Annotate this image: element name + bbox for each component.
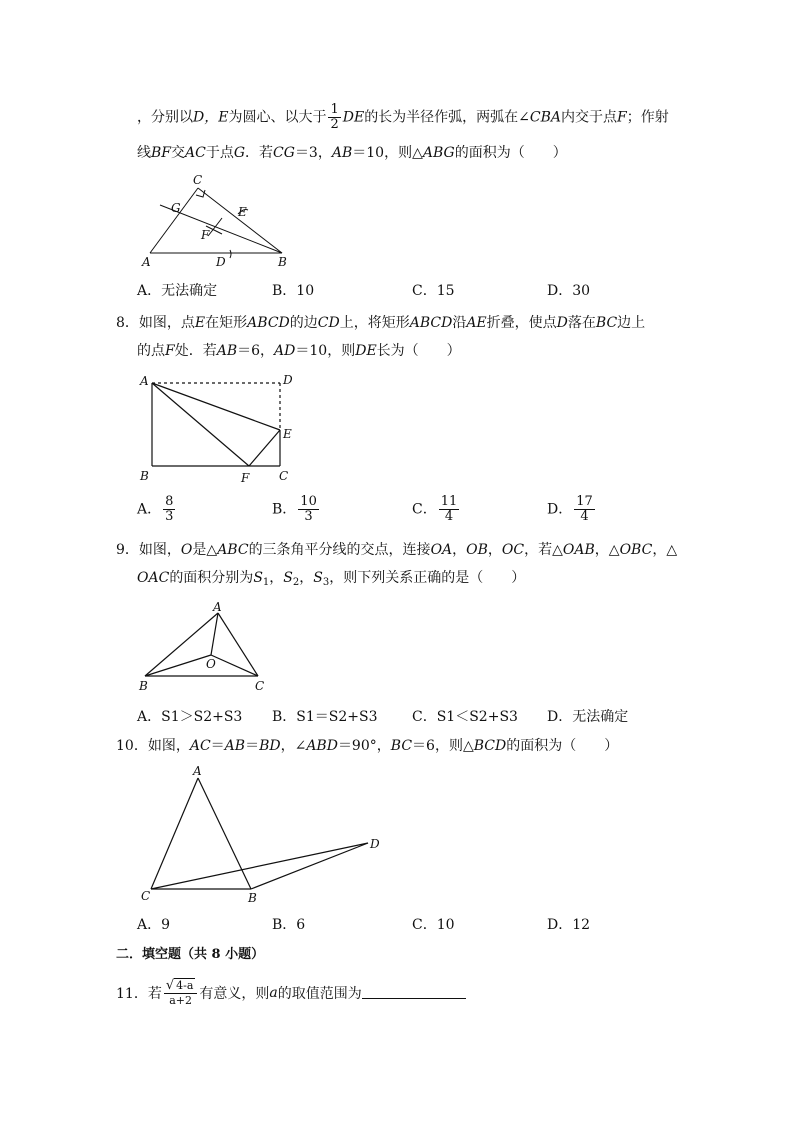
segment-BD	[251, 843, 368, 889]
segment-AC	[151, 778, 198, 889]
section-heading: 二．填空题（共 8 小题）	[116, 947, 265, 962]
label-D: D	[370, 837, 380, 851]
label-B: B	[278, 255, 287, 269]
label-B: B	[140, 469, 149, 483]
label-D: D	[283, 373, 293, 387]
q9-option-c: C．S1＜S2+S3	[412, 709, 518, 725]
q8-option-c: C． $\frac{11}{4}$	[412, 494, 458, 524]
q9-option-d: D．无法确定	[547, 709, 629, 725]
label-E: E	[238, 205, 247, 219]
q11-text: 11．若 $\frac{√ 4-a}{a+2}$ 有意义，则a的取值范围为	[116, 978, 466, 1008]
label-B: B	[248, 891, 257, 905]
answer-blank[interactable]	[362, 984, 466, 999]
segment-AB	[198, 778, 251, 889]
q10-option-b: B．6	[272, 917, 306, 933]
q10-text-line1: 10．如图，AC＝AB＝BD，∠ABD＝90°，BC＝6，则△BCD的面积为（ ）	[116, 738, 619, 754]
q9-option-a: A．S1＞S2+S3	[137, 709, 243, 725]
q7-text-line1: ，分别以D，E为圆心、以大于 $\frac{1}{2}$ DE的长为半径作弧，两弧在∠CBA内交于点F；作射	[137, 102, 669, 132]
fraction-one-half: $\frac{1}{2}$	[330, 102, 339, 132]
q8-text-line2: 的点F处．若AB＝6，AD＝10，则DE长为（ ）	[137, 343, 461, 359]
q7-option-b: B．10	[272, 283, 315, 299]
label-A: A	[213, 600, 222, 614]
q8-text-line1: 8．如图，点E在矩形ABCD的边CD上，将矩形ABCD沿AE折叠，使点D落在BC边上	[116, 315, 646, 331]
label-F: F	[241, 471, 250, 485]
label-O: O	[206, 657, 216, 671]
label-G: G	[171, 201, 181, 215]
label-E: E	[283, 427, 292, 441]
q9-text-line2: OAC的面积分别为$S_1$，$S_2$，$S_3$，则下列关系正确的是（ ）	[137, 570, 526, 588]
q9-text-line1: 9．如图，O是△ABC的三条角平分线的交点，连接OA，OB，OC，若△OAB，△OBC，△	[116, 542, 678, 558]
q7-text-line2: 线BF交AC于点G．若CG＝3，AB＝10，则△ABG的面积为（ ）	[137, 145, 567, 161]
label-B: B	[139, 679, 148, 693]
q7-option-d: D．30	[547, 283, 591, 299]
q11-fraction: $\frac{√ 4-a}{a+2}$	[164, 978, 198, 1008]
q10-option-c: C．10	[412, 917, 455, 933]
label-C: C	[255, 679, 265, 693]
sqrt-icon: √	[165, 978, 175, 993]
q8-option-d: D． $\frac{17}{4}$	[547, 494, 593, 524]
label-A: A	[140, 374, 149, 388]
label-F: F	[201, 228, 210, 242]
label-A: A	[193, 764, 202, 778]
q8-option-a: A． $\frac{8}{3}$	[137, 494, 174, 524]
segment-CD	[151, 843, 368, 889]
label-C: C	[193, 173, 203, 187]
label-D: D	[216, 255, 226, 269]
label-C: C	[141, 889, 151, 903]
label-A: A	[142, 255, 151, 269]
q7-option-a: A．无法确定	[137, 283, 218, 299]
q8-option-b: B． $\frac{10}{3}$	[272, 494, 317, 524]
q7-option-c: C．15	[412, 283, 455, 299]
q10-option-d: D．12	[547, 917, 591, 933]
q10-option-a: A．9	[137, 917, 171, 933]
q9-option-b: B．S1＝S2+S3	[272, 709, 378, 725]
label-C: C	[279, 469, 289, 483]
